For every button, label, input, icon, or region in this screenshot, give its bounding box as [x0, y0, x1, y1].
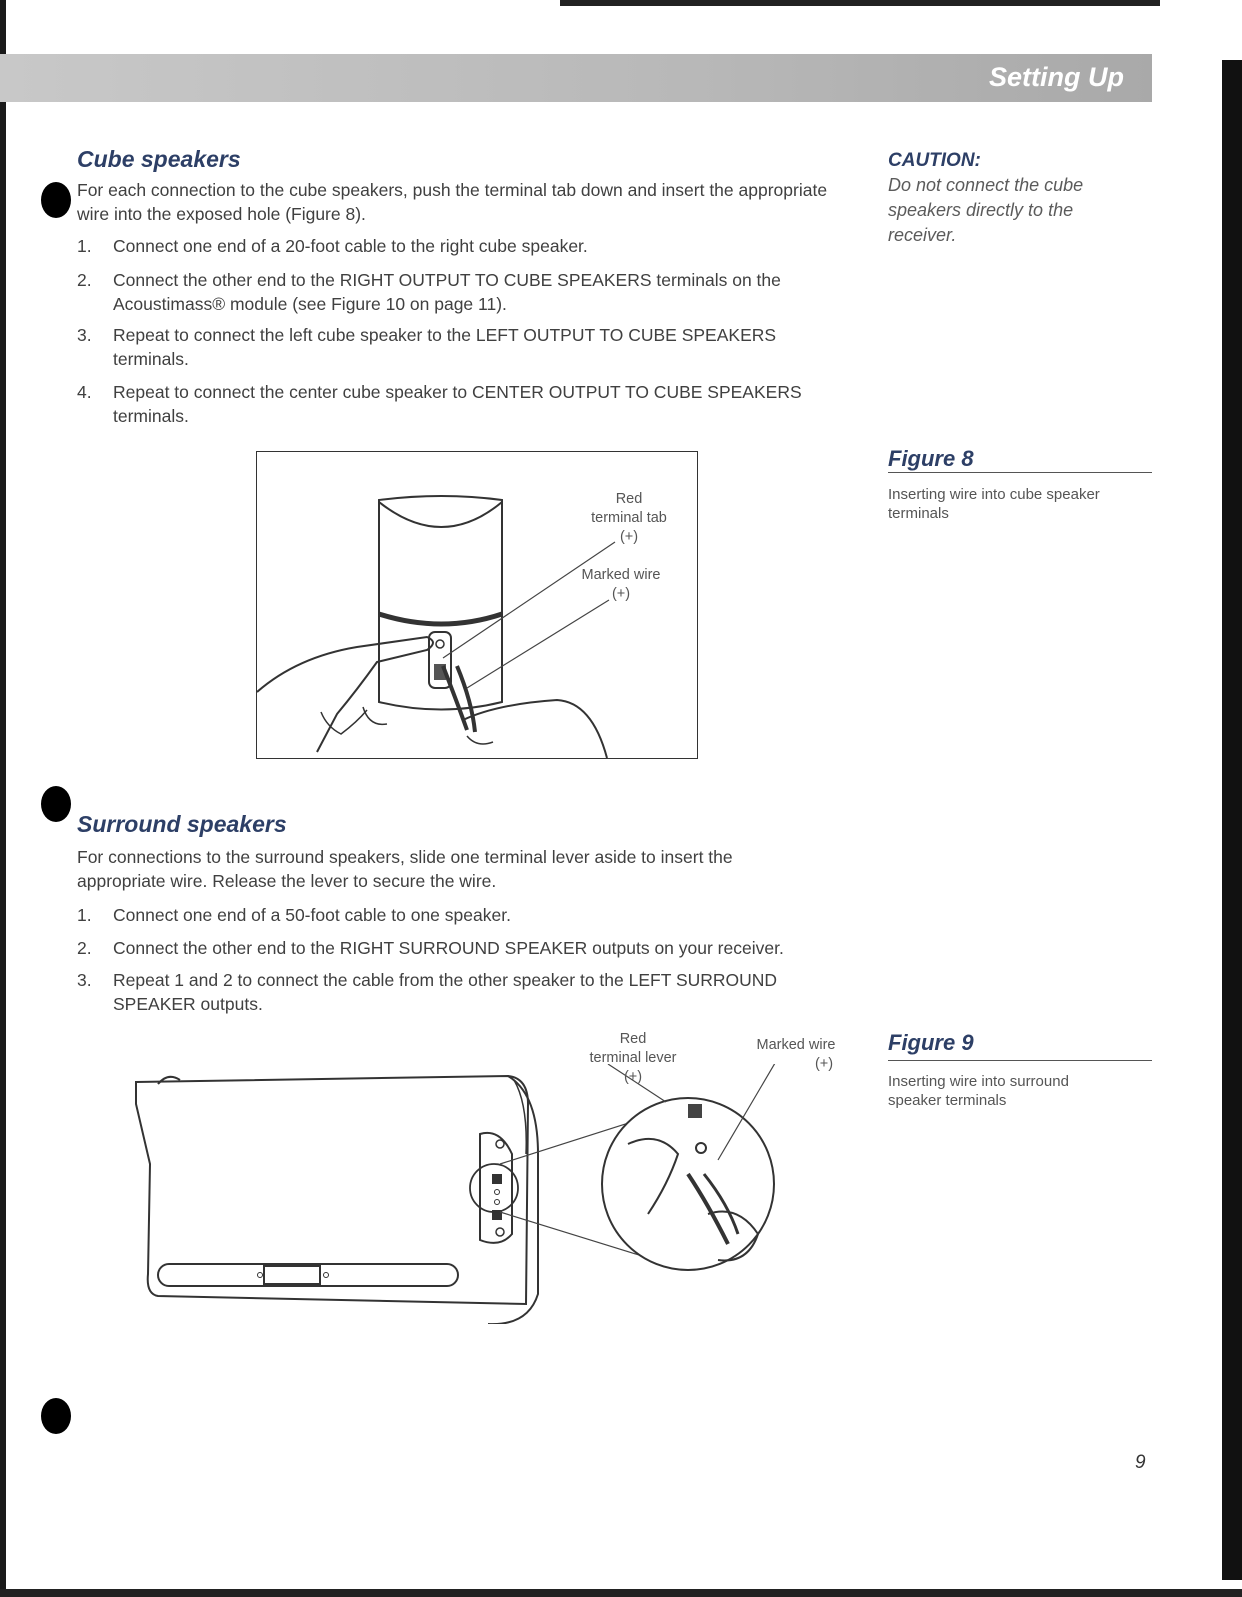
step-text-cont: terminals. [113, 406, 189, 426]
step-text-cont: terminals. [113, 349, 189, 369]
step-text: Connect the other end to the RIGHT SURROUND SPEAKER outputs on your receiver. [113, 938, 784, 958]
step-text: Repeat to connect the center cube speaker to CENTER OUTPUT TO CUBE SPEAKERS [113, 382, 802, 402]
figure-9-title: Figure 9 [888, 1030, 974, 1055]
figure-8-rule [888, 472, 1152, 473]
surround-speakers-heading: Surround speakers [77, 811, 287, 837]
section-title: Setting Up [989, 62, 1124, 92]
step-text: Repeat 1 and 2 to connect the cable from the other speaker to the LEFT SURROUND [113, 970, 778, 990]
figure-8-caption: Inserting wire into cube speaker terminals [888, 486, 1100, 522]
callout-red-terminal-lever [574, 1030, 692, 1087]
step-text-cont: SPEAKER outputs. [113, 994, 263, 1014]
step-number: 3. [77, 970, 92, 990]
cube-step-3 [77, 323, 877, 371]
binder-hole-bottom [41, 1398, 71, 1434]
step-number: 3. [77, 325, 92, 345]
figure-9-rule [888, 1060, 1152, 1061]
callout-line: (+) [623, 1069, 643, 1085]
scan-edge-left [0, 0, 6, 1597]
callout-line: (+) [814, 1056, 834, 1072]
step-text: Connect one end of a 20-foot cable to the right cube speaker. [113, 236, 588, 256]
callout-line: Red [619, 1031, 647, 1047]
figure-8-title: Figure 8 [888, 446, 974, 471]
step-number: 4. [77, 382, 92, 402]
binder-hole-top [41, 182, 71, 218]
step-text: Connect one end of a 50-foot cable to one speaker. [113, 905, 511, 925]
cube-step-2 [77, 268, 877, 316]
section-header-bar [0, 54, 1152, 102]
callout-line: (+) [619, 529, 639, 545]
scan-edge-right [1222, 60, 1242, 1580]
scan-edge-top [560, 0, 1160, 6]
callout-line: Marked wire [756, 1037, 836, 1053]
step-text: Repeat to connect the left cube speaker to the LEFT OUTPUT TO CUBE SPEAKERS [113, 325, 777, 345]
step-text-cont: Acoustimass® module (see Figure 10 on page 11). [113, 294, 507, 314]
callout-line: terminal tab [591, 510, 667, 526]
figure-9-caption: Inserting wire into surround speaker terminals [888, 1073, 1069, 1109]
figure-8-illustration [256, 451, 698, 759]
surround-step-3 [77, 968, 877, 1016]
step-number: 2. [77, 270, 92, 290]
callout-line: Marked wire [581, 567, 661, 583]
surround-intro-line-1: For connections to the surround speakers, slide one terminal lever aside to insert the [77, 847, 733, 867]
caution-text: Do not connect the cube speakers directly to the receiver. [888, 175, 1084, 245]
binder-hole-middle [41, 786, 71, 822]
step-number: 1. [77, 905, 92, 925]
cube-speakers-heading: Cube speakers [77, 146, 241, 172]
step-text: Connect the other end to the RIGHT OUTPUT TO CUBE SPEAKERS terminals on the [113, 270, 781, 290]
caution-title: CAUTION: [888, 150, 981, 171]
step-number: 1. [77, 236, 92, 256]
callout-line: terminal lever [589, 1050, 677, 1066]
step-number: 2. [77, 938, 92, 958]
surround-speaker-drawing [128, 1064, 848, 1324]
callout-line: Red [615, 491, 643, 507]
scan-edge-bottom [0, 1589, 1242, 1597]
page-number: 9 [1135, 1452, 1146, 1473]
cube-step-4 [77, 380, 877, 428]
callout-red-terminal-tab [577, 490, 681, 547]
cube-speakers-intro: For each connection to the cube speakers, push the terminal tab down and insert the appropriate wire into the exposed hole (Figure 8). [77, 180, 828, 224]
callout-marked-wire [569, 566, 673, 604]
callout-line: (+) [611, 586, 631, 602]
callout-marked-wire-surround [744, 1036, 848, 1074]
surround-intro-line-2: appropriate wire. Release the lever to secure the wire. [77, 871, 497, 891]
